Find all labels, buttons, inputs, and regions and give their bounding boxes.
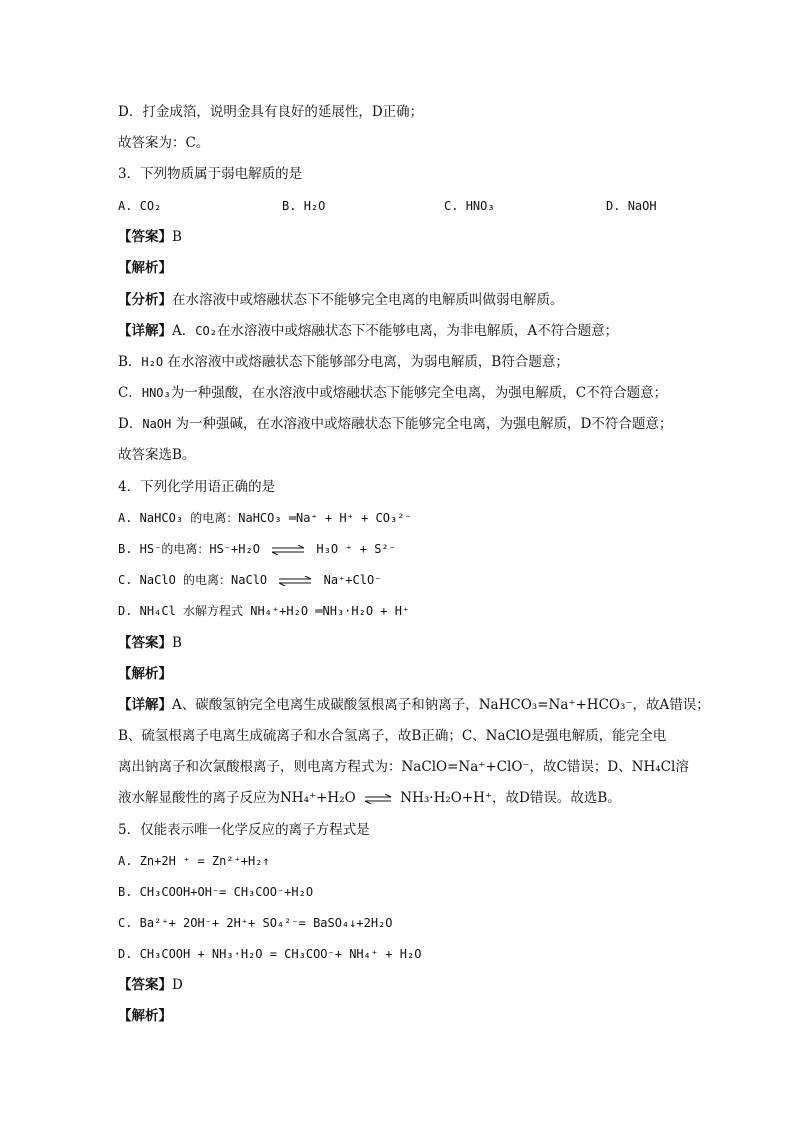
q5-option-a: A. Zn+2H ⁺ = Zn²⁺+H₂↑ <box>118 854 270 868</box>
q4-option-a: A. NaHCO₃ 的电离：NaHCO₃ ═Na⁺ + H⁺ + CO₃²⁻ <box>118 511 412 525</box>
q3-detail-a: 【详解】A．CO₂在水溶液中或熔融状态下不能够电离，为非电解质，A不符合题意； <box>118 323 619 339</box>
q5-jiexi-label: 【解析】 <box>118 1008 172 1024</box>
text-line: D．打金成箔，说明金具有良好的延展性，D正确； <box>118 104 424 120</box>
q3-conclusion: 故答案选B。 <box>118 447 196 463</box>
q4-detail-line-4: 液水解显酸性的离子反应为NH₄⁺+H₂O NH₃·H₂O+H⁺，故D错误。故选B。 <box>118 790 621 806</box>
q3-detail-c: C．HNO₃为一种强酸，在水溶液中或熔融状态下能够完全电离，为强电解质，C不符合题意； <box>118 385 668 401</box>
q3-fenxi: 【分析】在水溶液中或熔融状态下不能够完全电离的电解质叫做弱电解质。 <box>118 292 564 308</box>
equilibrium-arrow-icon <box>277 576 313 586</box>
equilibrium-arrow-icon <box>270 545 306 555</box>
question-3-title: 3．下列物质属于弱电解质的是 <box>118 166 303 182</box>
q5-option-d: D. CH₃COOH + NH₃·H₂O = CH₃COO⁻+ NH₄⁺ + H₂O <box>118 947 422 961</box>
q3-answer: 【答案】B <box>118 229 182 245</box>
question-5-title: 5．仅能表示唯一化学反应的离子方程式是 <box>118 822 370 838</box>
q5-option-b: B. CH₃COOH+OH⁻= CH₃COO⁻+H₂O <box>118 885 314 899</box>
q4-option-d: D. NH₄Cl 水解方程式 NH₄⁺+H₂O ═NH₃·H₂O + H⁺ <box>118 604 410 618</box>
question-4-title: 4．下列化学用语正确的是 <box>118 479 276 495</box>
q4-answer: 【答案】B <box>118 635 182 651</box>
q4-detail-line-3: 离出钠离子和次氯酸根离子，则电离方程式为：NaClO=Na⁺+ClO⁻，故C错误；D、NH₄Cl溶 <box>118 759 689 775</box>
q4-detail-line-1: 【详解】A、碳酸氢钠完全电离生成碳酸氢根离子和钠离子，NaHCO₃=Na⁺+HCO₃⁻，故A错误； <box>118 697 710 713</box>
q3-option-b: B. H₂O <box>282 199 326 213</box>
text-line: 故答案为：C。 <box>118 135 210 151</box>
equilibrium-arrow-icon <box>363 794 393 804</box>
q3-option-c: C. HNO₃ <box>444 199 495 213</box>
q3-detail-d: D．NaOH 为一种强碱，在水溶液中或熔融状态下能够完全电离，为强电解质，D不符合题意； <box>118 416 673 432</box>
q5-option-c: C. Ba²⁺+ 2OH⁻+ 2H⁺+ SO₄²⁻= BaSO₄↓+2H₂O <box>118 916 393 930</box>
q4-option-c: C. NaClO 的电离：NaClO Na⁺+ClO⁻ <box>118 573 382 587</box>
q4-detail-line-2: B、硫氢根离子电离生成硫离子和水合氢离子，故B正确；C、NaClO是强电解质，能完全电 <box>118 728 667 744</box>
q3-detail-b: B．H₂O 在水溶液中或熔融状态下能够部分电离，为弱电解质，B符合题意； <box>118 354 569 370</box>
q3-option-a: A. CO₂ <box>118 199 162 213</box>
q3-jiexi-label: 【解析】 <box>118 260 172 276</box>
q4-option-b: B. HS⁻的电离：HS⁻+H₂O H₃O ⁺ + S²⁻ <box>118 542 396 556</box>
q4-jiexi-label: 【解析】 <box>118 666 172 682</box>
q3-option-d: D. NaOH <box>606 199 657 213</box>
q5-answer: 【答案】D <box>118 977 183 993</box>
